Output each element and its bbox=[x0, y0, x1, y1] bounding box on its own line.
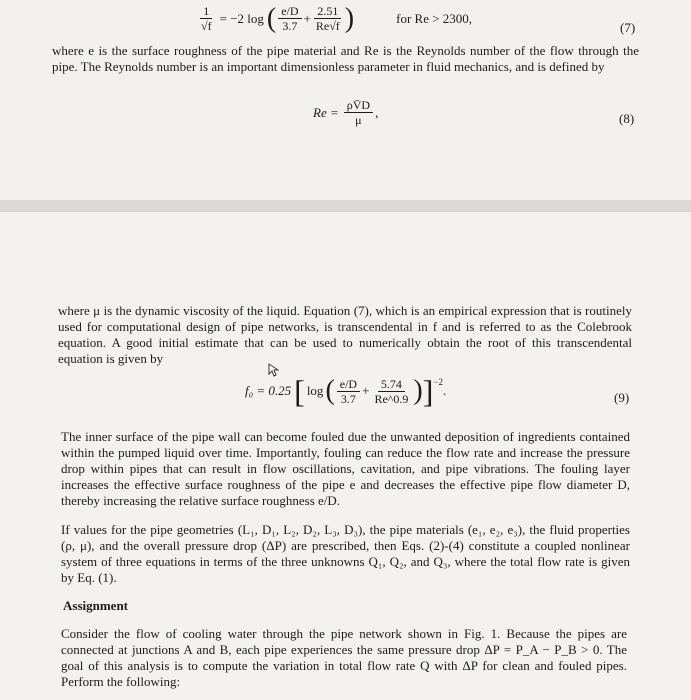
eq7-number: (7) bbox=[620, 20, 636, 35]
eq9-bracket-close: ] bbox=[422, 373, 434, 409]
paragraph-fouling: The inner surface of the pipe wall can become fouled due the unwanted deposition of ingredients contained within the pumped liquid over time. Importantly, fouling can reduce the flow rate and increase the pressure drop within pipes that can result in flow oscillations, cavitation, and pipe vibrations. The fouling layer increases the effective surface roughness of the pipe e and decreases the effective pipe flow diameter D, thereby increasing the relative surface roughness e/D. bbox=[61, 429, 630, 508]
paragraph-viscosity: where μ is the dynamic viscosity of the liquid. Equation (7), which is an empirical expression that is routinely used for computational design of pipe networks, is transcendental in f and is referred to as the Colebrook equation. A good initial estimate that can be used to numerically obtain the root of this transcendental equation is given by bbox=[58, 303, 632, 366]
paragraph-assignment: Consider the flow of cooling water through the pipe network shown in Fig. 1. Because the pipes are connected at junctions A and B, each pipe experiences the same pressure drop ΔP = P_A − P_B > 0. The goal of this analysis is to compute the variation in total flow rate Q with ΔP for clean and fouled pipes. Perform the following: bbox=[61, 626, 627, 689]
eq7-term1: $\frac{e/D}{3.7}$ bbox=[278, 4, 301, 33]
paragraph-reynolds: where e is the surface roughness of the pipe material and Re is the Reynolds number of the flow through the pipe. The Reynolds number is an important dimensionless parameter in fluid mechanics, and is defined by bbox=[52, 43, 639, 74]
page-gap bbox=[0, 200, 691, 212]
eq9-number: (9) bbox=[614, 390, 630, 405]
eq8-number: (8) bbox=[619, 111, 635, 126]
equation-8: Re = $\frac{\rho V̄D}{\mu}$ , bbox=[313, 98, 379, 127]
eq9-bracket-open: [ bbox=[294, 373, 305, 409]
eq7-plus: + bbox=[303, 10, 311, 26]
eq7-operator: = −2 log bbox=[219, 10, 264, 26]
eq9-term1: $\frac{e/D}{3.7}$ bbox=[337, 377, 360, 406]
eq7-term2: $\frac{2.51}{Re√f}$ bbox=[315, 4, 340, 33]
paragraph-unknowns: If values for the pipe geometries (L₁, D₁, L₂, D₂, L₃, D₃), the pipe materials (e₁, e₂, e₃), the fluid properties (ρ, μ), and the overall pressure drop (ΔP) are prescribed, then Eqs. (2)-(4) constitute a coupled nonlinear system of three equations in terms of the three unknowns Q₁, Q₂, and Q₃, where the total flow rate is given by Eq. (1). bbox=[61, 522, 630, 585]
eq7-paren-open: ( bbox=[266, 2, 277, 34]
eq8-fraction: $\frac{\rho V̄D}{\mu}$ bbox=[344, 98, 373, 127]
eq9-term2: $\frac{5.74}{Re\^{}0.9}$ bbox=[374, 376, 409, 406]
eq7-lhs-fraction: $\frac{1}{√f}$ bbox=[201, 4, 212, 33]
eq7-paren-close: ) bbox=[344, 2, 355, 34]
equation-9: f₀ = 0.25 [ log ( $\frac{e/D}{3.7}$ + $\frac{5.74}{Re\^{}0.9}$ ) ] $^{-2}$ . bbox=[245, 373, 447, 409]
heading-assignment: Assignment bbox=[63, 598, 129, 613]
equation-7 bbox=[196, 4, 472, 33]
eq7-condition: for Re > 2300, bbox=[396, 10, 473, 26]
